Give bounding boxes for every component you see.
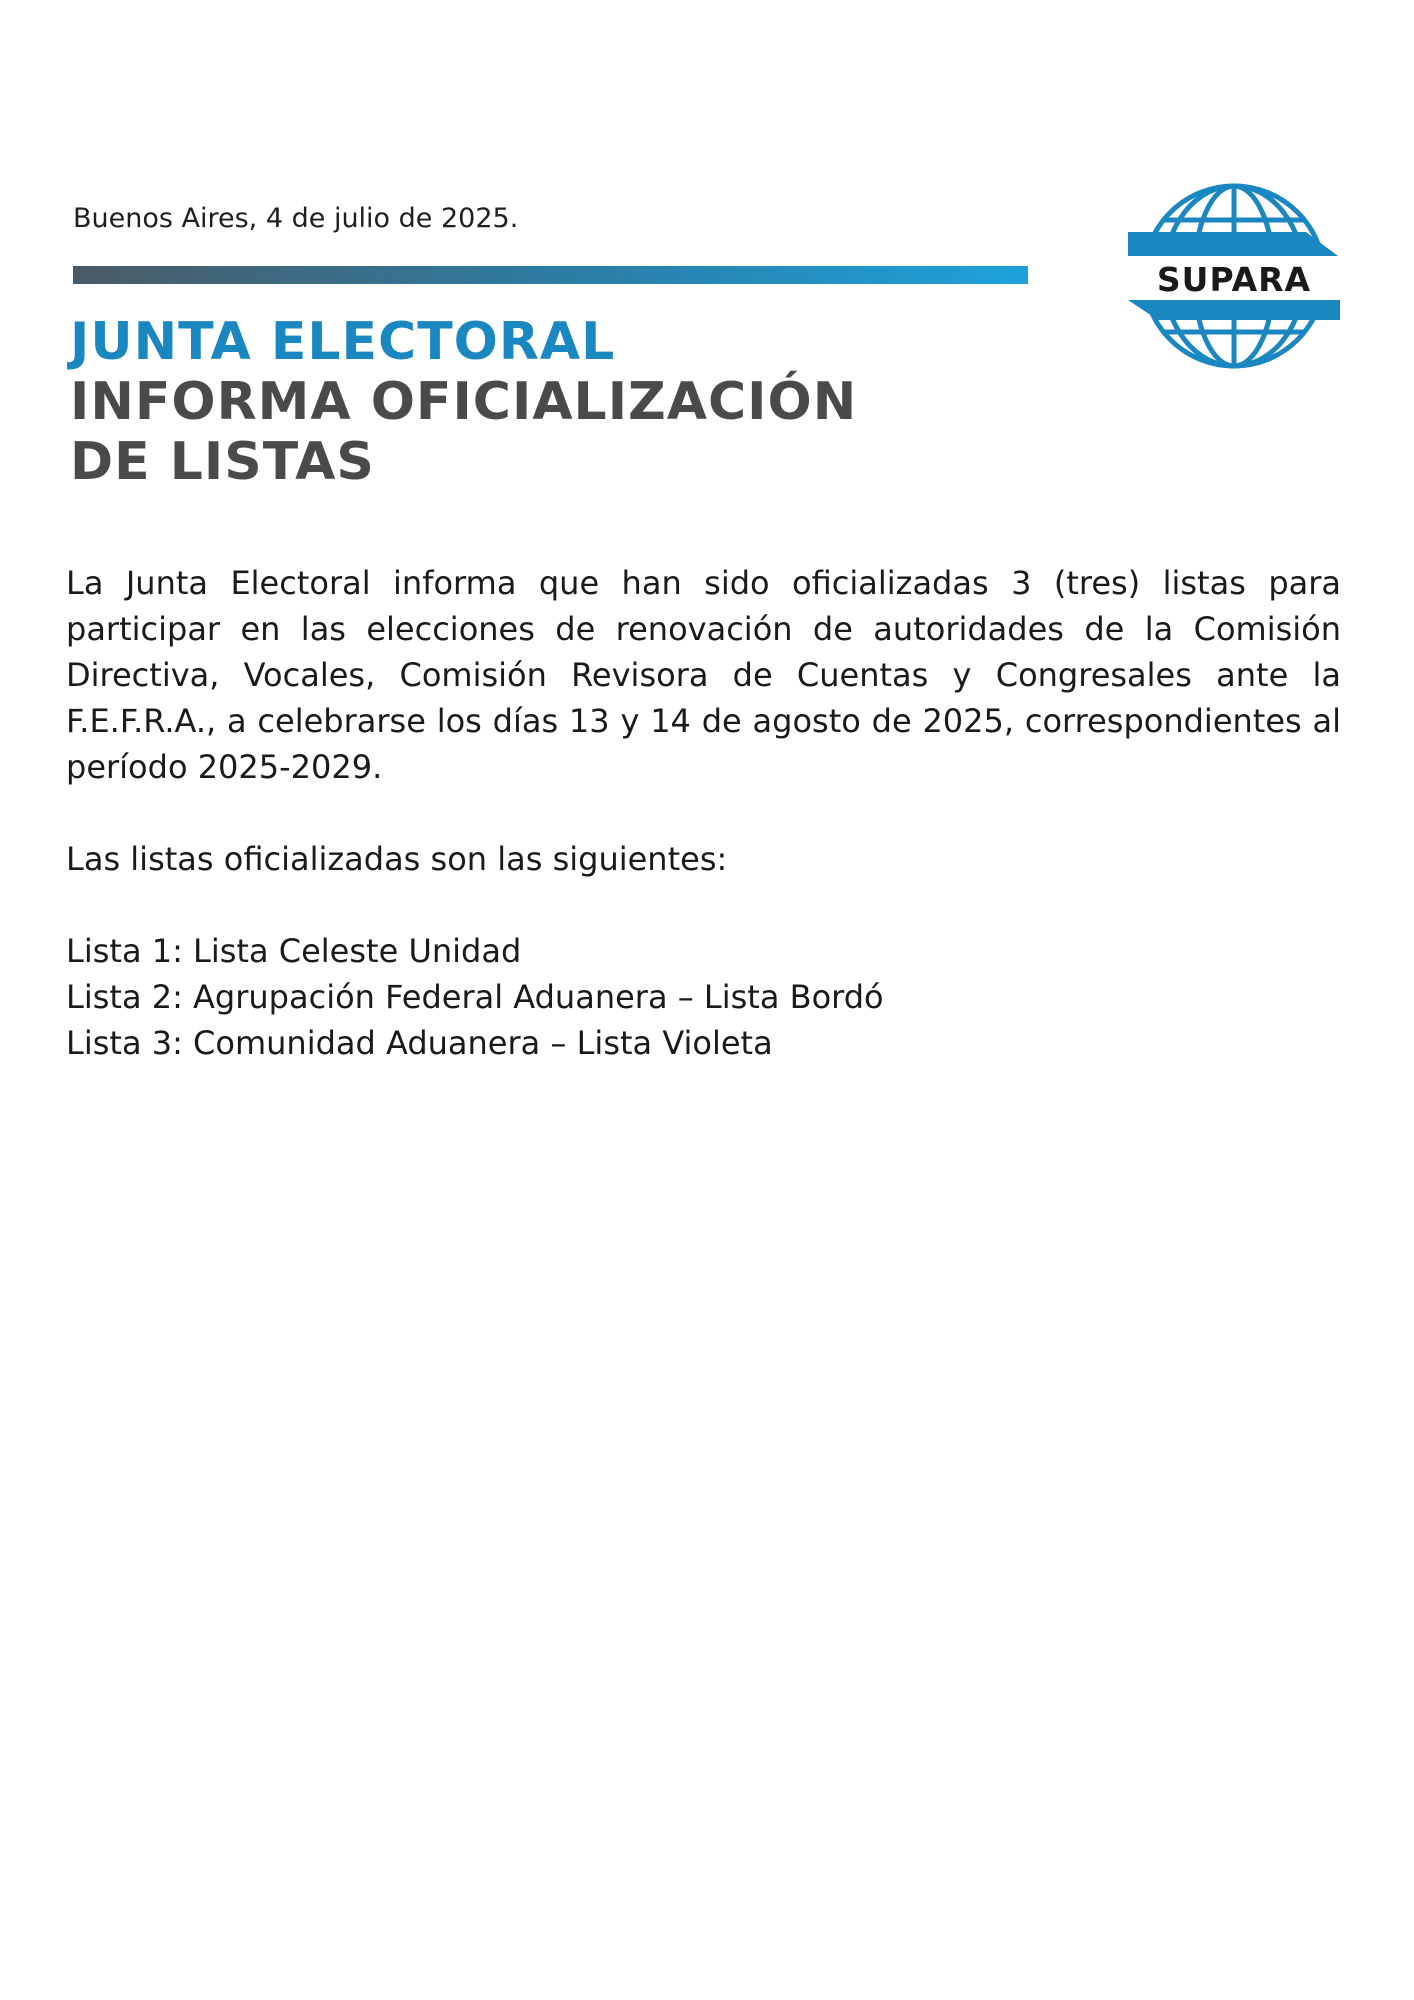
- logo-text: SUPARA: [1156, 260, 1312, 299]
- list-item: Lista 3: Comunidad Aduanera – Lista Violeta: [66, 1024, 773, 1062]
- title-line-3: DE LISTAS: [70, 432, 375, 492]
- list-item: Lista 2: Agrupación Federal Aduanera – Lista Bordó: [66, 978, 884, 1016]
- supara-logo: [1128, 180, 1340, 373]
- logo-bottom-band: [1128, 300, 1340, 320]
- official-lists: [66, 928, 1341, 1066]
- title-line-2: INFORMA OFICIALIZACIÓN: [70, 372, 858, 432]
- gradient-divider: [73, 266, 1028, 284]
- document-body: [66, 560, 1341, 1066]
- lists-lead: Las listas oficializadas son las siguientes:: [66, 840, 728, 878]
- list-item: Lista 1: Lista Celeste Unidad: [66, 932, 522, 970]
- logo-top-band: [1128, 232, 1338, 256]
- intro-paragraph: La Junta Electoral informa que han sido oficializadas 3 (tres) listas para participar en las elecciones de renovación de autoridades de la Comisión Directiva, Vocales, Comisión Revisora de Cuentas y Congresales ante la F.E.F.R.A., a celebrarse los días 13 y 14 de agosto de 2025, correspondientes al período 2025-2029.: [66, 564, 1341, 786]
- date-line: Buenos Aires, 4 de julio de 2025.: [73, 203, 519, 234]
- title-line-1: JUNTA ELECTORAL: [70, 312, 616, 372]
- page-title: [70, 312, 857, 492]
